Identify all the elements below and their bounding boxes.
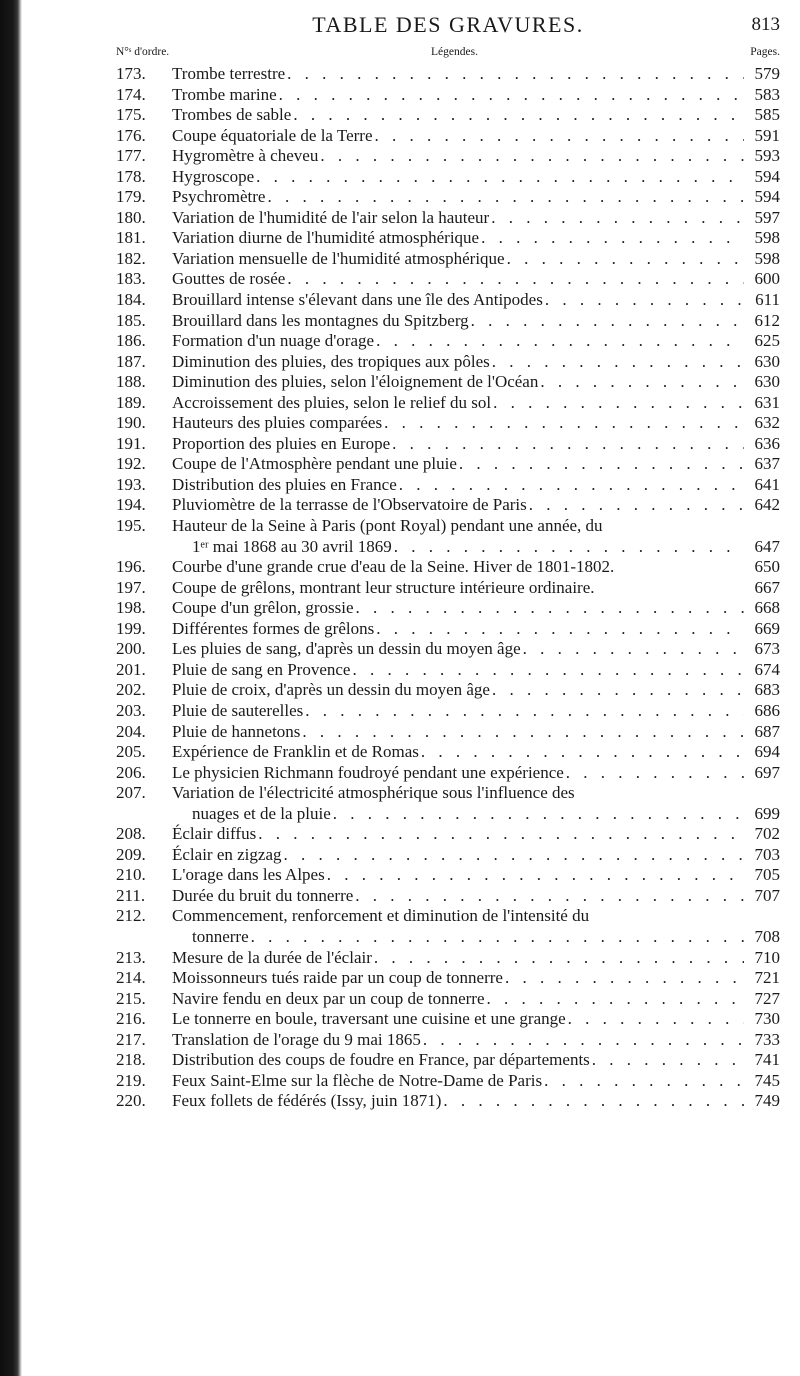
entry-page: 707 — [754, 885, 780, 905]
entry-page: 636 — [754, 433, 780, 453]
dot-leader — [592, 1050, 744, 1071]
entry-page: 727 — [754, 988, 780, 1008]
list-item — [116, 1030, 780, 1051]
entry-legend: Distribution des pluies en France — [172, 474, 397, 494]
entry-page: 673 — [754, 639, 780, 659]
dot-leader — [284, 845, 745, 866]
dot-leader — [421, 742, 744, 763]
entry-number: 214. — [116, 968, 146, 988]
list-item — [116, 516, 780, 557]
entry-page: 703 — [754, 844, 780, 864]
entry-legend: Brouillard dans les montagnes du Spitzberg — [172, 310, 469, 330]
entry-legend: Moissonneurs tués raide par un coup de tonnerre — [172, 968, 503, 988]
entry-number: 216. — [116, 1009, 146, 1029]
entry-legend: 1ᵉʳ mai 1868 au 30 avril 1869 — [192, 536, 392, 556]
entry-legend: Variation diurne de l'humidité atmosphérique — [172, 228, 480, 248]
list-item — [116, 619, 780, 640]
dot-leader — [267, 187, 744, 208]
list-item — [116, 1009, 780, 1030]
entry-page: 730 — [754, 1009, 780, 1029]
list-item — [116, 269, 780, 290]
list-item — [116, 1071, 780, 1092]
book-binding-edge — [0, 0, 22, 1376]
dot-leader — [333, 804, 744, 825]
entry-number: 176. — [116, 125, 146, 145]
entry-number: 184. — [116, 290, 146, 310]
dot-leader — [384, 413, 744, 434]
entry-number: 201. — [116, 659, 146, 679]
entry-number: 175. — [116, 105, 146, 125]
list-item — [116, 989, 780, 1010]
dot-leader — [471, 311, 744, 332]
entry-page: 611 — [755, 290, 780, 310]
dot-leader — [293, 105, 744, 126]
list-item — [116, 249, 780, 270]
entry-page: 631 — [754, 392, 780, 412]
dot-leader — [545, 290, 744, 311]
entry-number: 196. — [116, 557, 146, 577]
entry-legend: Les pluies de sang, d'après un dessin du moyen âge — [172, 639, 521, 659]
entry-legend: Le tonnerre en boule, traversant une cuisine et une grange — [172, 1009, 566, 1029]
entry-page: 642 — [754, 495, 780, 515]
entry-number: 197. — [116, 577, 146, 597]
entry-legend: Hauteur de la Seine à Paris (pont Royal) pendant une année, du — [172, 516, 603, 536]
dot-leader — [258, 824, 744, 845]
page-title: TABLE DES GRAVURES. — [312, 12, 584, 37]
entry-legend: Le physicien Richmann foudroyé pendant une expérience — [172, 762, 564, 782]
entry-number: 180. — [116, 207, 146, 227]
entry-page: 683 — [754, 680, 780, 700]
entry-page: 598 — [754, 248, 780, 268]
entry-page: 600 — [754, 269, 780, 289]
entry-page: 694 — [754, 742, 780, 762]
list-item — [116, 372, 780, 393]
dot-leader — [352, 660, 744, 681]
entry-legend: Variation de l'électricité atmosphérique sous l'influence des — [172, 783, 575, 803]
list-item — [116, 105, 780, 126]
dot-leader — [493, 393, 744, 414]
list-item — [116, 680, 780, 701]
entry-number: 190. — [116, 413, 146, 433]
entry-legend: Hygroscope — [172, 166, 255, 186]
entry-legend: Feux follets de fédérés (Issy, juin 1871) — [172, 1091, 442, 1111]
entry-legend: Navire fendu en deux par un coup de tonnerre — [172, 988, 485, 1008]
entry-page: 641 — [754, 474, 780, 494]
entry-page: 702 — [754, 824, 780, 844]
entry-page: 669 — [754, 618, 780, 638]
entry-number: 179. — [116, 187, 146, 207]
entry-legend: Translation de l'orage du 9 mai 1865 — [172, 1029, 421, 1049]
list-item — [116, 722, 780, 743]
entry-number: 188. — [116, 372, 146, 392]
list-item — [116, 495, 780, 516]
list-item — [116, 845, 780, 866]
list-item — [116, 393, 780, 414]
dot-leader — [486, 989, 744, 1010]
dot-leader — [505, 968, 744, 989]
list-item — [116, 763, 780, 784]
entry-page: 650 — [754, 557, 780, 577]
dot-leader — [287, 64, 744, 85]
entry-number: 209. — [116, 844, 146, 864]
entry-page: 579 — [754, 64, 780, 83]
entry-number: 218. — [116, 1050, 146, 1070]
list-item — [116, 146, 780, 167]
dot-leader — [320, 146, 744, 167]
entry-legend: Pluie de sauterelles — [172, 700, 304, 720]
entry-legend: Hygromètre à cheveu — [172, 146, 319, 166]
entry-legend: Feux Saint-Elme sur la flèche de Notre-Dame de Paris — [172, 1070, 543, 1090]
entry-number: 189. — [116, 392, 146, 412]
entry-number: 182. — [116, 248, 146, 268]
entry-page: 674 — [754, 659, 780, 679]
entry-page: 594 — [754, 166, 780, 186]
dot-leader — [256, 167, 744, 188]
dot-leader — [443, 1091, 744, 1112]
entry-page: 745 — [754, 1070, 780, 1090]
list-item — [116, 968, 780, 989]
list-item — [116, 701, 780, 722]
entry-legend: Éclair diffus — [172, 824, 257, 844]
entry-page: 598 — [754, 228, 780, 248]
list-item — [116, 948, 780, 969]
list-item — [116, 557, 780, 578]
dot-leader — [568, 1009, 744, 1030]
entry-page: 625 — [754, 331, 780, 351]
entry-legend: Durée du bruit du tonnerre — [172, 885, 354, 905]
dot-leader — [481, 228, 744, 249]
list-item — [116, 290, 780, 311]
entry-legend: Pluviomètre de la terrasse de l'Observatoire de Paris — [172, 495, 527, 515]
dot-leader — [492, 680, 744, 701]
entry-number: 198. — [116, 598, 146, 618]
entry-page: 741 — [754, 1050, 780, 1070]
dot-leader — [423, 1030, 744, 1051]
entry-legend: Formation d'un nuage d'orage — [172, 331, 375, 351]
entry-legend: Éclair en zigzag — [172, 844, 282, 864]
dot-leader — [374, 948, 744, 969]
entry-number: 177. — [116, 146, 146, 166]
entry-number: 220. — [116, 1091, 146, 1111]
entry-number: 215. — [116, 988, 146, 1008]
entry-legend: Psychromètre — [172, 187, 266, 207]
entry-legend: Coupe d'un grêlon, grossie — [172, 598, 354, 618]
list-item — [116, 126, 780, 147]
dot-leader — [375, 126, 744, 147]
entry-legend: Coupe de grêlons, montrant leur structure intérieure ordinaire. — [172, 577, 595, 597]
entry-page: 721 — [754, 968, 780, 988]
list-item — [116, 475, 780, 496]
entry-legend: Diminution des pluies, des tropiques aux pôles — [172, 351, 490, 371]
dot-leader — [356, 598, 744, 619]
entry-number: 194. — [116, 495, 146, 515]
entry-page: 593 — [754, 146, 780, 166]
entry-legend: Variation de l'humidité de l'air selon la hauteur — [172, 207, 490, 227]
list-item — [116, 228, 780, 249]
entry-number: 202. — [116, 680, 146, 700]
list-item — [116, 331, 780, 352]
entry-legend: tonnerre — [192, 926, 249, 946]
entry-legend: Variation mensuelle de l'humidité atmosphérique — [172, 248, 505, 268]
dot-leader — [523, 639, 744, 660]
entry-number: 210. — [116, 865, 146, 885]
column-legend-label: Légendes. — [431, 46, 478, 58]
entry-number: 186. — [116, 331, 146, 351]
column-order-label: N°ˢ d'ordre. — [116, 46, 170, 58]
list-item — [116, 598, 780, 619]
entry-page: 687 — [754, 721, 780, 741]
entry-page: 591 — [754, 125, 780, 145]
entry-legend: Expérience de Franklin et de Romas — [172, 742, 419, 762]
entry-legend: nuages et de la pluie — [192, 803, 331, 823]
dot-leader — [302, 722, 744, 743]
entry-legend: Pluie de hannetons — [172, 721, 301, 741]
page — [116, 0, 780, 1112]
list-item — [116, 865, 780, 886]
list-item — [116, 742, 780, 763]
entry-legend: Trombe marine — [172, 84, 277, 104]
list-item — [116, 783, 780, 824]
entry-legend: Trombes de sable — [172, 105, 292, 125]
entry-number: 193. — [116, 474, 146, 494]
entry-number: 195. — [116, 516, 146, 536]
list-item — [116, 824, 780, 845]
entry-legend: Coupe équatoriale de la Terre — [172, 125, 373, 145]
entry-legend: Diminution des pluies, selon l'éloignement de l'Océan — [172, 372, 539, 392]
entry-legend: Brouillard intense s'élevant dans une île des Antipodes — [172, 290, 543, 310]
entry-page: 647 — [754, 536, 780, 556]
list-item — [116, 886, 780, 907]
entry-number: 211. — [116, 885, 146, 905]
entry-legend: Mesure de la durée de l'éclair — [172, 947, 372, 967]
dot-leader — [251, 927, 744, 948]
list-item — [116, 311, 780, 332]
list-item — [116, 639, 780, 660]
entry-number: 174. — [116, 84, 146, 104]
entry-number: 173. — [116, 64, 146, 83]
list-item — [116, 660, 780, 681]
column-headers — [116, 42, 780, 64]
dot-leader — [544, 1071, 744, 1092]
entry-number: 206. — [116, 762, 146, 782]
entry-page: 699 — [754, 803, 780, 823]
dot-leader — [392, 434, 744, 455]
entry-number: 183. — [116, 269, 146, 289]
entry-legend: Commencement, renforcement et diminution de l'intensité du — [172, 906, 590, 926]
entry-page: 585 — [754, 105, 780, 125]
list-item — [116, 578, 780, 599]
entry-number: 178. — [116, 166, 146, 186]
dot-leader — [327, 865, 744, 886]
entry-page: 749 — [754, 1091, 780, 1111]
entry-page: 667 — [754, 577, 780, 597]
entry-legend: Gouttes de rosée — [172, 269, 286, 289]
entry-legend: Hauteurs des pluies comparées — [172, 413, 383, 433]
entry-number: 199. — [116, 618, 146, 638]
list-item — [116, 167, 780, 188]
entry-legend: Pluie de sang en Provence — [172, 659, 351, 679]
list-item — [116, 85, 780, 106]
list-item — [116, 454, 780, 475]
dot-leader — [540, 372, 744, 393]
entry-page: 583 — [754, 84, 780, 104]
dot-leader — [399, 475, 744, 496]
entry-legend: Coupe de l'Atmosphère pendant une pluie — [172, 454, 457, 474]
entry-legend: Pluie de croix, d'après un dessin du moyen âge — [172, 680, 490, 700]
entry-number: 187. — [116, 351, 146, 371]
dot-leader — [305, 701, 744, 722]
dot-leader — [279, 85, 744, 106]
list-item — [116, 1050, 780, 1071]
list-item — [116, 906, 780, 947]
dot-leader — [566, 763, 744, 784]
entry-number: 212. — [116, 906, 146, 926]
list-item — [116, 187, 780, 208]
entry-legend: Trombe terrestre — [172, 64, 286, 83]
list-item — [116, 352, 780, 373]
list-item — [116, 434, 780, 455]
entry-number: 191. — [116, 433, 146, 453]
entry-number: 207. — [116, 783, 146, 803]
page-number: 813 — [751, 14, 780, 35]
entries-list — [116, 64, 780, 1112]
entry-number: 217. — [116, 1029, 146, 1049]
entry-number: 185. — [116, 310, 146, 330]
entry-legend: Distribution des coups de foudre en France, par départements — [172, 1050, 590, 1070]
entry-legend: Courbe d'une grande crue d'eau de la Seine. Hiver de 1801-1802. — [172, 557, 615, 577]
entry-page: 710 — [754, 947, 780, 967]
entry-legend: L'orage dans les Alpes — [172, 865, 325, 885]
entry-number: 213. — [116, 947, 146, 967]
entry-page: 594 — [754, 187, 780, 207]
entry-page: 697 — [754, 762, 780, 782]
entry-number: 200. — [116, 639, 146, 659]
entry-legend: Différentes formes de grêlons — [172, 618, 375, 638]
list-item — [116, 64, 780, 85]
entry-page: 733 — [754, 1029, 780, 1049]
entry-legend: Accroissement des pluies, selon le relief du sol — [172, 392, 492, 412]
entry-number: 219. — [116, 1070, 146, 1090]
entry-page: 597 — [754, 207, 780, 227]
entry-legend: Proportion des pluies en Europe — [172, 433, 391, 453]
list-item — [116, 413, 780, 434]
entry-page: 630 — [754, 372, 780, 392]
entry-page: 630 — [754, 351, 780, 371]
entry-page: 612 — [754, 310, 780, 330]
dot-leader — [507, 249, 744, 270]
list-item — [116, 1091, 780, 1112]
entry-number: 208. — [116, 824, 146, 844]
dot-leader — [376, 619, 744, 640]
entry-number: 203. — [116, 700, 146, 720]
entry-number: 181. — [116, 228, 146, 248]
entry-number: 192. — [116, 454, 146, 474]
entry-number: 204. — [116, 721, 146, 741]
page-header — [116, 0, 780, 42]
entry-page: 686 — [754, 700, 780, 720]
dot-leader — [355, 886, 744, 907]
column-pages-label: Pages. — [750, 46, 780, 58]
dot-leader — [491, 208, 744, 229]
dot-leader — [529, 495, 744, 516]
dot-leader — [287, 269, 744, 290]
list-item — [116, 208, 780, 229]
entry-page: 668 — [754, 598, 780, 618]
entry-number: 205. — [116, 742, 146, 762]
entry-page: 632 — [754, 413, 780, 433]
entry-page: 708 — [754, 926, 780, 946]
dot-leader — [394, 537, 744, 558]
dot-leader — [492, 352, 744, 373]
dot-leader — [459, 454, 744, 475]
entry-page: 705 — [754, 865, 780, 885]
dot-leader — [376, 331, 744, 352]
entry-page: 637 — [754, 454, 780, 474]
